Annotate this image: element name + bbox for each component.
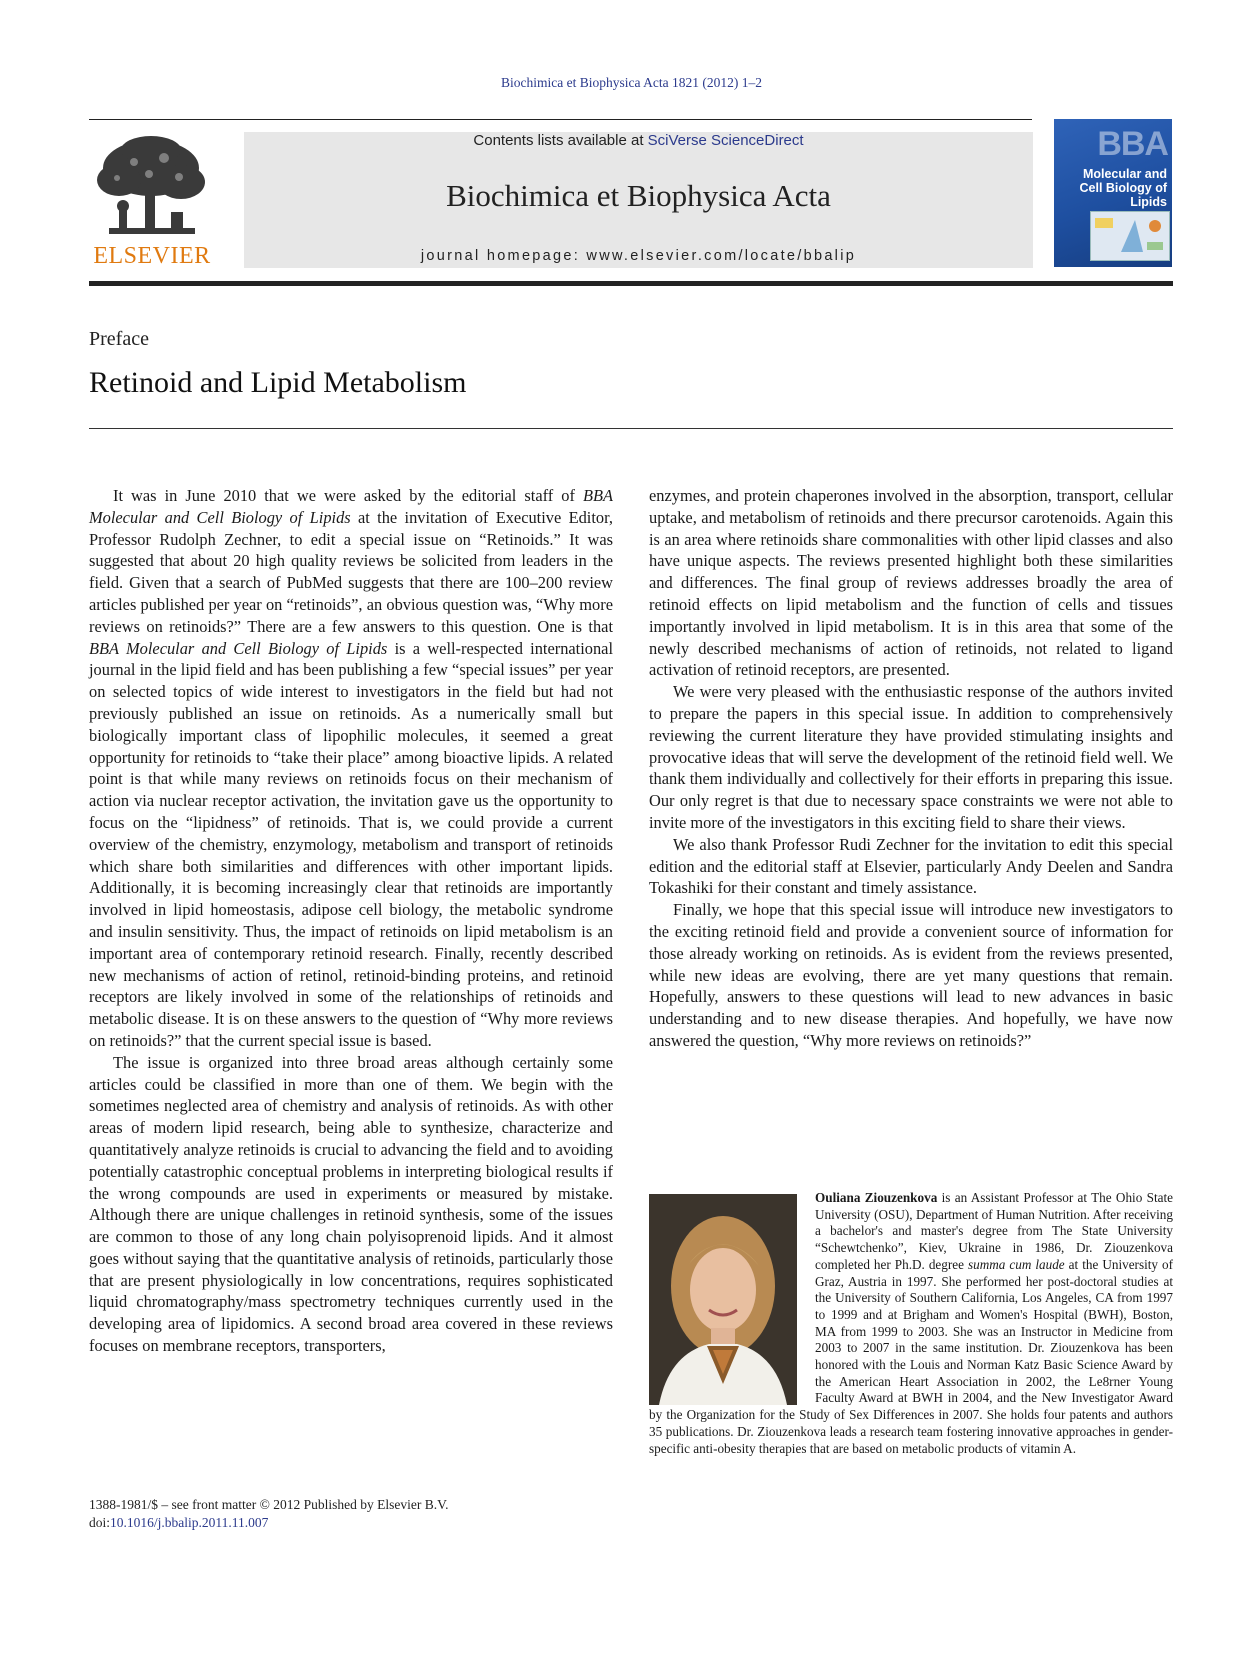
journal-name-italic: BBA Molecular and Cell Biology of Lipids bbox=[89, 486, 613, 527]
article-title: Retinoid and Lipid Metabolism bbox=[89, 366, 467, 399]
bio-italic: summa cum laude bbox=[968, 1256, 1065, 1272]
cover-figure bbox=[1090, 211, 1170, 261]
contents-prefix: Contents lists available at bbox=[473, 132, 648, 149]
front-matter-footer bbox=[89, 1496, 448, 1532]
cover-subtitle-line: Molecular and bbox=[1082, 167, 1167, 181]
doi-line: doi:10.1016/j.bbalip.2011.11.007 bbox=[89, 1515, 269, 1530]
header-top-rule bbox=[89, 119, 1032, 120]
cover-logo-text: BBA bbox=[1097, 125, 1168, 163]
journal-citation: Biochimica et Biophysica Acta 1821 (2012) 1–2 bbox=[501, 75, 762, 90]
contents-available-line bbox=[244, 132, 1033, 149]
issn-line: 1388-1981/$ – see front matter © 2012 Published by Elsevier B.V. bbox=[89, 1497, 449, 1512]
cover-subtitle-line: Cell Biology of bbox=[1079, 181, 1167, 195]
author-name: Ouliana Ziouzenkova bbox=[815, 1190, 938, 1205]
cover-subtitle-line: Lipids bbox=[1130, 195, 1167, 209]
author-portrait-icon bbox=[649, 1194, 797, 1405]
doi-link[interactable]: 10.1016/j.bbalip.2011.11.007 bbox=[110, 1515, 269, 1530]
header-bottom-rule bbox=[89, 281, 1173, 286]
body-paragraph: We also thank Professor Rudi Zechner for the invitation to edit this special edition and the editorial staff at Elsevier, particularly Andy Deelen and Sandra Tokashiki for their constant and timely assistance. bbox=[649, 834, 1173, 898]
cover-diagram-icon bbox=[1091, 212, 1169, 260]
cover-subtitle bbox=[1080, 167, 1168, 209]
journal-cover-thumbnail bbox=[1054, 119, 1172, 267]
section-label: Preface bbox=[89, 328, 149, 350]
body-paragraph: We were very pleased with the enthusiastic response of the authors invited to prepare the papers in this special issue. In addition to comprehensively reviewing the current literature they have provided stimulating insights and provocative ideas that will serve the development of the retinoid field well. We thank them individually and collectively for their efforts in preparing this issue. Our only regret is that due to necessary space constraints we were not able to invite more of the investigators in this exciting field to share their views. bbox=[649, 682, 1173, 832]
elsevier-logo bbox=[89, 132, 215, 267]
body-paragraph: enzymes, and protein chaperones involved in the absorption, transport, cellular uptake, and metabolism of retinoids and there precursor carotenoids. Again this is an area where retinoids share commonalities with other lipid classes and also have unique aspects. The reviews presented highlight both these similarities and differences. The final group of reviews addresses broadly the area of retinoid effects on lipid metabolism and the function of cells and tissues importantly involved in lipid metabolism. It is in this area that some of the newly described mechanisms of action of retinoids, not related to ligand activation of retinoid receptors, are presented. bbox=[649, 486, 1173, 680]
body-paragraph: Finally, we hope that this special issue will introduce new investigators to the exciting retinoid field and provide a convenient source of information for those already working on retinoids. As is evident from the reviews presented, while new ideas are evolving, there are yet many questions that remain. Hopefully, answers to these questions will lead to new advances in basic understanding and to new disease therapies. And hopefully, we have now answered the question, “Why more reviews on retinoids?” bbox=[649, 900, 1173, 1050]
body-paragraph: The issue is organized into three broad areas although certainly some articles could be classified in more than one of them. We begin with the sometimes neglected area of chemistry and analysis of retinoids. As with other areas of modern lipid research, being able to synthesize, characterize and quantitatively analyze retinoids is crucial to advancing the field and to avoiding potentially catastrophic conceptual problems in interpreting biological results if the wrong compounds are used in experiments or measured by mistake. Although there are unique challenges in retinoid synthesis, some of the issues are common to those of any long chain polyisoprenoid lipids. And it almost goes without saying that the quantitative analysis of retinoids, particularly those that are present physiologically in low concentrations, requires sophisticated liquid chromatography/mass spectrometry techniques currently used in the developing area of lipidomics. A second broad area covered in these reviews focuses on membrane receptors, transporters, bbox=[89, 1052, 613, 1356]
body-paragraph: It was in June 2010 that we were asked by the editorial staff of BBA Molecular and Cell Biology of Lipids at the invitation of Executive Editor, Professor Rudolph Zechner, to edit a special issue on “Retinoids.” It was suggested that about 20 high quality reviews be solicited from leaders in the field. Given that a search of PubMed suggests that there are 100–200 review articles published per year on “retinoids”, an obvious question was, “Why more reviews on retinoids?” There are a few answers to this question. One is that BBA Molecular and Cell Biology of Lipids is a well-respected international journal in the lipid field and has been publishing a few “special issues” per year on selected topics of wide interest to investigators in the field but had not previously published an issue on retinoids. As a numerically small but biologically important class of lipophilic molecules, it seemed a great opportunity for retinoids to “take their place” among bioactive lipids. A related point is that while many reviews on retinoids focus on their mechanism of action via nuclear receptor activation, the invitation gave us the opportunity to focus on the “lipidness” of retinoids. That is, we could provide a current overview of the chemistry, enzymology, metabolism and transport of retinoids which share both similarities and differences with other important lipids. Additionally, it is becoming increasingly clear that retinoids are importantly involved in lipid homeostasis, adipose cell biology, the metabolic syndrome and insulin sensitivity. Thus, the impact of retinoids on lipid metabolism is an important area of contemporary retinoid research. Finally, recently described new mechanisms of action of retinol, retinoid-binding proteins, and retinoid receptors are likely involved in some of the relationships of retinoids and metabolic disease. It is on these answers to the question of “Why more reviews on retinoids?” that the current special issue is based. bbox=[89, 486, 613, 1050]
elsevier-logo-text: ELSEVIER bbox=[93, 243, 211, 267]
sciencedirect-link[interactable]: SciVerse ScienceDirect bbox=[647, 132, 804, 149]
journal-name: Biochimica et Biophysica Acta bbox=[446, 178, 831, 213]
journal-name-italic: BBA Molecular and Cell Biology of Lipids bbox=[89, 638, 388, 658]
body-column-right bbox=[649, 485, 1173, 1052]
body-column-left bbox=[89, 485, 613, 1357]
author-photo bbox=[649, 1194, 797, 1405]
author-bio: Ouliana Ziouzenkova is an Assistant Professor at The Ohio State University (OSU), Department of Human Nutrition. After receiving a bachelor's and master's degree from The State University “Schewtchenko”, Kiev, Ukraine in 1986, Dr. Ziouzenkova completed her Ph.D. degree summa cum laude at the University of Graz, Austria in 1997. She performed her post-doctoral studies at the University of Southern California, Los Angeles, CA from 1997 to 1999 and at Brigham and Women's Hospital (BWH), Boston, MA from 1999 to 2003. She was an Instructor in Medicine from 2003 to 2007 in the same institution. Dr. Ziouzenkova has been honored with the Louis and Norman Katz Basic Science Award by the American Heart Association in 2002, the Le8rner Young Faculty Award at BWH in 2004, and the New Investigator Award by the Organization for the Study of Sex Differences in 2007. She holds four patents and authors 35 publications. Dr. Ziouzenkova leads a research team fostering innovative approaches in gender-specific anti-obesity therapies that are based on metabolic products of vitamin A. bbox=[649, 1190, 1174, 1456]
elsevier-tree-icon bbox=[89, 132, 215, 267]
title-rule bbox=[89, 428, 1173, 429]
journal-homepage[interactable]: journal homepage: www.elsevier.com/locate/bbalip bbox=[420, 248, 857, 264]
